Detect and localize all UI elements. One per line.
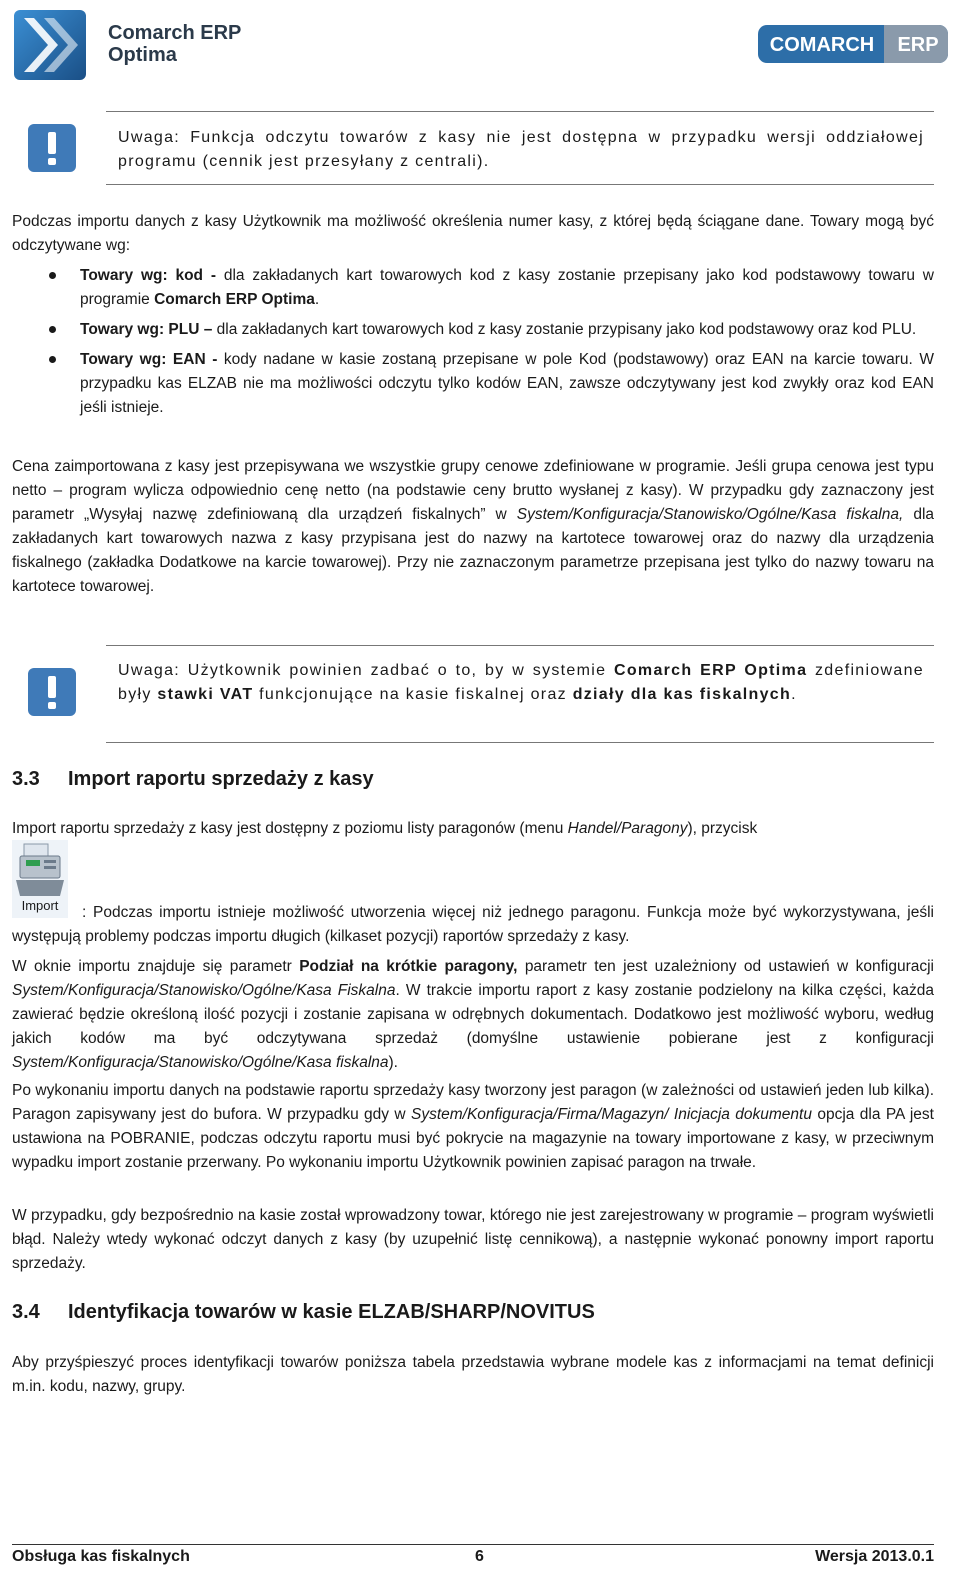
exclamation-icon (28, 668, 76, 716)
exclamation-icon (28, 124, 76, 172)
list-item (12, 318, 934, 342)
bullet-1-bold: Towary wg: kod - (80, 267, 217, 284)
p33a-menu-path: Handel/Paragony (567, 820, 688, 837)
bullet-icon (49, 326, 56, 333)
p33c-text-d: . W trakcie importu raport z kasy zostanie podzielony na kilka części, każda zawierać będzie określoną ilość pozycji i zostanie zapisana w odrębnych dokumentach. Dodatkowo jest możliwość wyboru, według jakich kodów ma być odczytywana sprzedaż (domyślne ustawienie pobierane jest z konfiguracji (12, 982, 934, 1047)
bullet-2-text: dla zakładanych kart towarowych kod z kasy zostanie przypisany jako kod podstawowy oraz kod PLU. (212, 321, 917, 338)
note-2-t2: zdefiniowane były (118, 662, 924, 703)
brand-name (108, 22, 241, 66)
price-paragraph (12, 455, 934, 599)
bullet-1-tail: . (314, 291, 320, 308)
intro-paragraph (12, 210, 934, 258)
badge-comarch-text: COMARCH (769, 34, 875, 56)
section-number: 3.3 (12, 768, 40, 790)
p33a-text-a: Import raportu sprzedaży z kasy jest dostępny z poziomu listy paragonów (menu (12, 820, 568, 837)
list-item (12, 348, 934, 420)
brand-line-2: Optima (108, 44, 177, 66)
p34-paragraph (12, 1351, 934, 1399)
note-box-1 (106, 111, 934, 185)
note-2-b2: stawki VAT (157, 686, 254, 703)
price-path: System/Konfiguracja/Stanowisko/Ogólne/Kasa fiskalna, (516, 506, 904, 523)
bullet-icon (49, 356, 56, 363)
bullet-1-text: dla zakładanych kart towarowych kod z kasy zostanie przepisany jako kod podstawowy towaru w programie (80, 267, 934, 308)
p33d-path: System/Konfiguracja/Firma/Magazyn/ Inicjacja dokumentu (410, 1106, 812, 1123)
section-3-4-heading (12, 1301, 595, 1324)
p33c-text-e: ). (388, 1054, 398, 1071)
brand-line-1: Comarch ERP (108, 22, 242, 44)
note-1-text: Uwaga: Funkcja odczytu towarów z kasy nie jest dostępna w przypadku wersji oddziałowej programu (cennik jest przesyłany z centrali). (118, 129, 924, 170)
section-title: Identyfikacja towarów w kasie ELZAB/SHARP/NOVITUS (68, 1301, 595, 1323)
p33d-text-a: Po wykonaniu importu danych na podstawie raportu sprzedaży kasy tworzony jest paragon (w zależności od ustawień jeden lub kilka). Paragon zapisywany jest do bufora. W przypadku gdy w (12, 1082, 934, 1123)
p33d-paragraph (12, 1079, 934, 1175)
note-2-t1: Uwaga: Użytkownik powinien zadbać o to, by w systemie (118, 662, 614, 679)
note-box-2 (106, 645, 934, 743)
section-number: 3.4 (12, 1301, 40, 1323)
bullet-list (12, 264, 934, 426)
p34-text: Aby przyśpieszyć proces identyfikacji towarów poniższa tabela przedstawia wybrane modele kas z informacjami na temat definicji m.in. kodu, nazwy, grupy. (12, 1354, 934, 1395)
import-button-label: Import (21, 898, 59, 913)
bullet-2-bold: Towary wg: PLU – (80, 321, 213, 338)
note-2-b3: działy dla kas fiskalnych (572, 686, 792, 703)
p33c-paragraph (12, 955, 934, 1075)
p33c-bold: Podział na krótkie paragony, (299, 958, 518, 975)
p33b-text: : Podczas importu istnieje możliwość utworzenia więcej niż jednego paragonu. Funkcja może być wykorzystywana, jeśli występują problemy podczas importu długich (kilkaset pozycji) raportów sprzedaży z kasy. (12, 904, 934, 945)
note-2-t4: . (791, 686, 797, 703)
intro-text: Podczas importu danych z kasy Użytkownik ma możliwość określenia numer kasy, z której będą ściągane dane. Towary mogą być odczytywane wg: (12, 213, 934, 254)
list-item (12, 264, 934, 312)
comarch-erp-badge (758, 25, 948, 63)
section-title: Import raportu sprzedaży z kasy (68, 768, 374, 790)
section-3-3-heading (12, 768, 374, 791)
p33e-paragraph (12, 1204, 934, 1276)
p33c-text-c: parametr ten jest uzależniony od ustawień w konfiguracji (517, 958, 934, 975)
footer-page-number: 6 (475, 1548, 484, 1565)
p33c-path-2: System/Konfiguracja/Stanowisko/Ogólne/Kasa fiskalna (12, 1054, 389, 1071)
footer-left: Obsługa kas fiskalnych (12, 1548, 190, 1565)
bullet-3-bold: Towary wg: EAN - (80, 351, 218, 368)
footer-divider (12, 1544, 934, 1545)
comarch-erp-optima-logo-icon (14, 10, 86, 80)
note-2-text (106, 646, 934, 707)
p33c-text-a: W oknie importu znajduje się parametr (12, 958, 300, 975)
page-header (14, 6, 948, 80)
p33d-text-b: opcja dla PA jest ustawiona na POBRANIE, podczas odczytu raportu musi być pokrycie na magazynie na towary importowane z kasy, w przeciwnym wypadku import zostanie przerwany. Po wykonaniu importu Użytkownik powinien zapisać paragon na trwałe. (12, 1106, 934, 1171)
bullet-icon (49, 272, 56, 279)
p33c-path-1: System/Konfiguracja/Stanowisko/Ogólne/Kasa Fiskalna (12, 982, 396, 999)
note-2-b1: Comarch ERP Optima (614, 662, 808, 679)
p33b-paragraph (12, 901, 934, 949)
note-2-t3: funkcjonujące na kasie fiskalnej oraz (253, 686, 573, 703)
p33a-paragraph (12, 817, 934, 841)
price-text-b: dla zakładanych kart towarowych nazwa z kasy przypisana jest do nazwy na kartotece towarowej oraz do nazwy dla urządzenia fiskalnego (zakładka Dodatkowe na karcie towarowej). Przy nie zaznaczonym parametrze przepisana jest tylko do nazwy towaru na kartotece towarowej. (12, 506, 935, 595)
price-text-a: Cena zaimportowana z kasy jest przepisywana we wszystkie grupy cenowe zdefiniowane w programie. Jeśli grupa cenowa jest typu netto – program wylicza odpowiednio cenę netto (na podstawie ceny brutto wysłanej z kasy). W przypadku gdy zaznaczony jest parametr „Wysyłaj nazwę zdefiniowaną dla urządzeń fiskalnych” w (12, 458, 934, 523)
p33e-text: W przypadku, gdy bezpośrednio na kasie został wprowadzony towar, którego nie jest zarejestrowany w programie – program wyświetli błąd. Należy wtedy wykonać odczyt danych z kasy (by uzupełnić listę cennikową), a następnie wykonać ponowny import raportu sprzedaży. (12, 1207, 934, 1272)
bullet-3-text: kody nadane w kasie zostaną przepisane w pole Kod (podstawowy) oraz EAN na karcie towaru. W przypadku kas ELZAB nie ma możliwości odczytu tylko kodów EAN, zawsze odczytywany jest kod zwykły oraz kod EAN jeśli istnieje. (80, 351, 935, 416)
badge-erp-text: ERP (897, 34, 939, 56)
bullet-1-bold2: Comarch ERP Optima (154, 291, 315, 308)
p33a-text-b: ), przycisk (687, 820, 758, 837)
footer-version: Wersja 2013.0.1 (815, 1548, 934, 1565)
